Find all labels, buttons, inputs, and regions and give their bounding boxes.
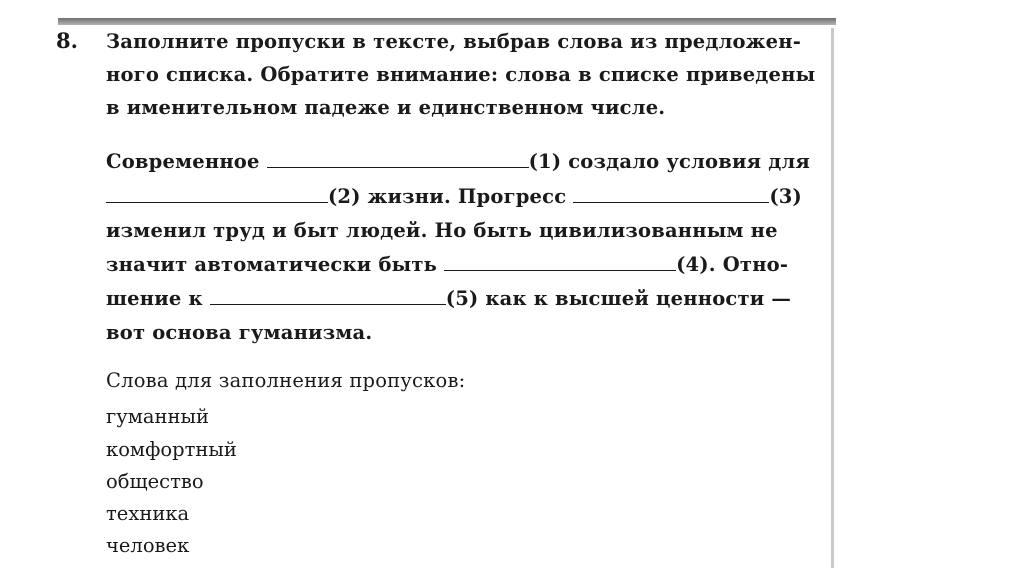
blank-2	[106, 185, 328, 203]
text-fragment: шение к	[106, 287, 203, 310]
text-line-1	[106, 150, 810, 173]
text-line-4	[106, 253, 788, 276]
text-fragment: (5) как к высшей ценности —	[445, 287, 792, 310]
text-fragment: (3)	[769, 185, 802, 208]
text-line-6: вот основа гуманизма.	[106, 321, 373, 344]
instruction-line-2: ного списка. Обратите внимание: слова в списке приведены	[106, 63, 816, 86]
blank-5	[210, 287, 446, 305]
instruction-line-3: в именительном падеже и единственном числе.	[106, 96, 666, 119]
words-heading: Слова для заполнения пропусков:	[106, 369, 466, 392]
word-item: комфортный	[106, 438, 237, 461]
instruction-line-1: Заполните пропуски в тексте, выбрав слова из предложен-	[106, 30, 802, 53]
text-fragment: (4). Отно-	[676, 253, 789, 276]
word-item: техника	[106, 502, 190, 525]
text-line-2	[106, 185, 802, 208]
task-number: 8.	[56, 28, 78, 53]
word-item: человек	[106, 534, 190, 557]
blank-1	[267, 150, 529, 168]
right-divider	[831, 28, 834, 568]
blank-4	[444, 253, 676, 271]
text-line-3: изменил труд и быт людей. Но быть цивилизованным не	[106, 219, 778, 242]
text-fragment: Современное	[106, 150, 260, 173]
word-item: гуманный	[106, 405, 209, 428]
top-divider	[58, 18, 836, 25]
text-fragment: (1) создало условия для	[528, 150, 811, 173]
text-line-5	[106, 287, 791, 310]
text-fragment: значит автоматически быть	[106, 253, 438, 276]
word-item: общество	[106, 470, 204, 493]
blank-3	[573, 185, 769, 203]
text-fragment: (2) жизни. Прогресс	[328, 185, 567, 208]
